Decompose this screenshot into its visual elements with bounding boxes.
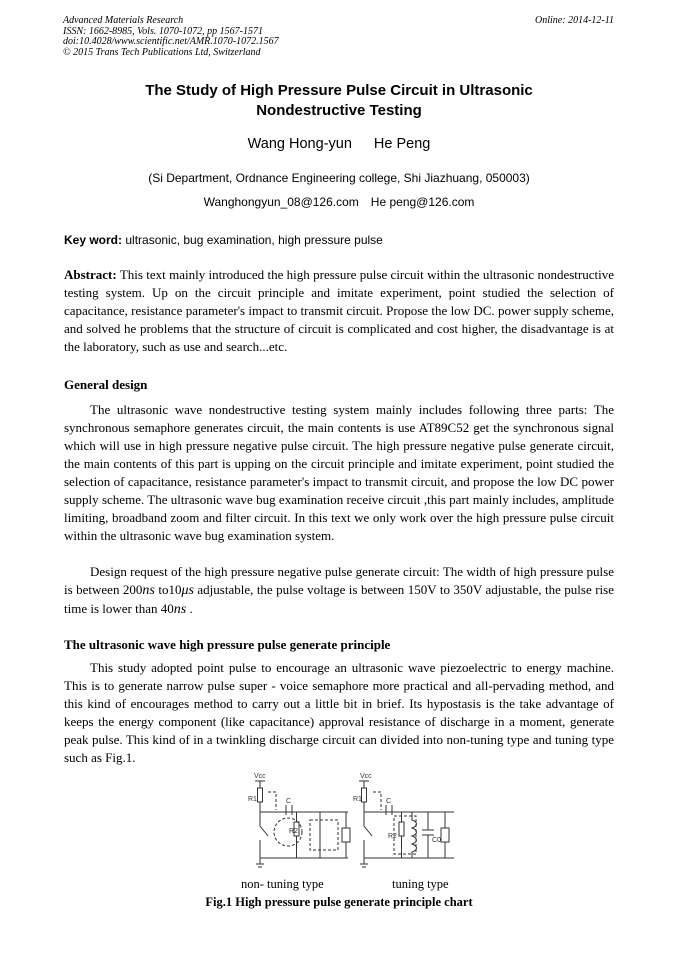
author-1: Wang Hong-yun: [247, 136, 352, 152]
resistor-r1-right: [362, 788, 367, 802]
c-label-right: C: [386, 798, 392, 805]
c0-label-right: C0: [432, 837, 441, 844]
general-design-paragraph-2: [64, 563, 614, 619]
non-tuning-circuit: [248, 773, 350, 867]
journal-name: Advanced Materials Research: [63, 15, 184, 26]
keywords-text: ultrasonic, bug examination, high pressure pulse: [122, 233, 383, 247]
r2-label-left: R2: [289, 828, 298, 835]
switch-right: [364, 826, 372, 836]
abstract-text: This text mainly introduced the high pressure pulse circuit within the ultrasonic nondestructive testing system. Up on the circuit principle and imitate experiment, point studied the selection of capacitance, resistance parameter's impact to transmit circuit. Propose the low DC. power supply scheme, and solved he problems that the structure of circuit is complicated and cost higher, the disadvantage is at the laboratory, such as use and search...etc.: [64, 267, 614, 354]
online-date: Online: 2014-12-11: [535, 15, 614, 26]
resistor-r2-right: [399, 822, 404, 836]
keywords-label: Key word:: [64, 233, 123, 247]
para2-text-2: to10: [154, 582, 182, 597]
abstract: [64, 266, 614, 356]
email-2: He peng@126.com: [370, 195, 475, 209]
title-line-1: The Study of High Pressure Pulse Circuit in Ultrasonic: [145, 82, 533, 99]
figure-label-tuning: tuning type: [392, 877, 449, 891]
transducer-left: [342, 828, 350, 842]
r2-label-right: R2: [388, 833, 397, 840]
email-1: Wanghongyun_08@126.com: [203, 195, 359, 209]
authors: [64, 135, 614, 153]
vcc-label-right: Vcc: [360, 773, 372, 780]
abstract-label: Abstract:: [64, 267, 117, 282]
r1-label-right: R1: [353, 796, 362, 803]
emails: [64, 194, 614, 210]
issn: ISSN: 1662-8985, Vols. 1070-1072, pp 1567-1571: [63, 25, 263, 37]
section-heading-general-design: General design: [64, 377, 148, 392]
tuning-circuit: [353, 773, 454, 867]
paper-title: [64, 81, 614, 121]
principle-paragraph: This study adopted point pulse to encourage an ultrasonic wave piezoelectric to energy machine. This is to generate narrow pulse super - voice semaphore more practical and all-pervading method, and this kind of encourages method to carry out a little bit in brief. Its hypostasis is the take advantage of keeps the energy component (like capacitance) approval resistance of discharge in a moment, generate peak pulse. This kind of in a twinkling discharge circuit can divided into non-tuning type and tuning type such as Fig.1.: [64, 660, 614, 765]
author-2: He Peng: [373, 136, 431, 152]
resistor-r1-left: [258, 788, 263, 802]
general-design-paragraph-1: The ultrasonic wave nondestructive testing system mainly includes following three parts: The synchronous semaphore generates circuit, the main contents is use AT89C52 get the synchronous signal which will use in high pressure negative pulse circuit. The high pressure negative pulse generate circuit, the main contents of this part is upping on the circuit principle and imitate experiment, point studied the selection of capacitance, resistance parameter's impact to transmit circuit, and propose the low DC power supply scheme. The ultrasonic wave bug examination receive circuit ,this part mainly includes, amplitude limiting, broadband zoom and filter circuit. In this text we only work over the high pressure pulse circuit within the ultrasonic wave bug examination system.: [64, 402, 614, 543]
circuit-figure: [236, 770, 466, 870]
doi: doi:10.4028/www.scientific.net/AMR.1070-1072.1567: [63, 36, 279, 47]
c-label-left: C: [286, 798, 292, 805]
section-heading-principle: The ultrasonic wave high pressure pulse generate principle: [64, 637, 391, 652]
para2-text-1: Design request of the high pressure negative pulse generate circuit: The width of high pressure pulse is between 200: [64, 564, 614, 597]
unit-us: μs: [181, 583, 194, 598]
figure-caption: Fig.1 High pressure pulse generate principle chart: [205, 895, 473, 909]
copyright: © 2015 Trans Tech Publications Ltd, Switzerland: [63, 46, 261, 58]
switch-left: [260, 826, 268, 836]
figure-label-non-tuning: non- tuning type: [241, 877, 324, 891]
title-line-2: Nondestructive Testing: [256, 102, 422, 119]
vcc-label-left: Vcc: [254, 773, 266, 780]
journal-header: [63, 16, 279, 58]
transducer-right: [441, 828, 449, 842]
unit-ns: ns: [173, 602, 187, 617]
para2-text-3: adjustable, the pulse voltage is between 150V to 350V adjustable, the pulse rise time is lower than 40: [64, 582, 614, 616]
keywords: [64, 232, 614, 248]
unit-ns: ns: [142, 583, 155, 598]
r1-label-left: R1: [248, 796, 257, 803]
affiliation: (Si Department, Ordnance Engineering college, Shi Jiazhuang, 050003): [148, 171, 530, 185]
para2-text-4: .: [186, 601, 193, 616]
